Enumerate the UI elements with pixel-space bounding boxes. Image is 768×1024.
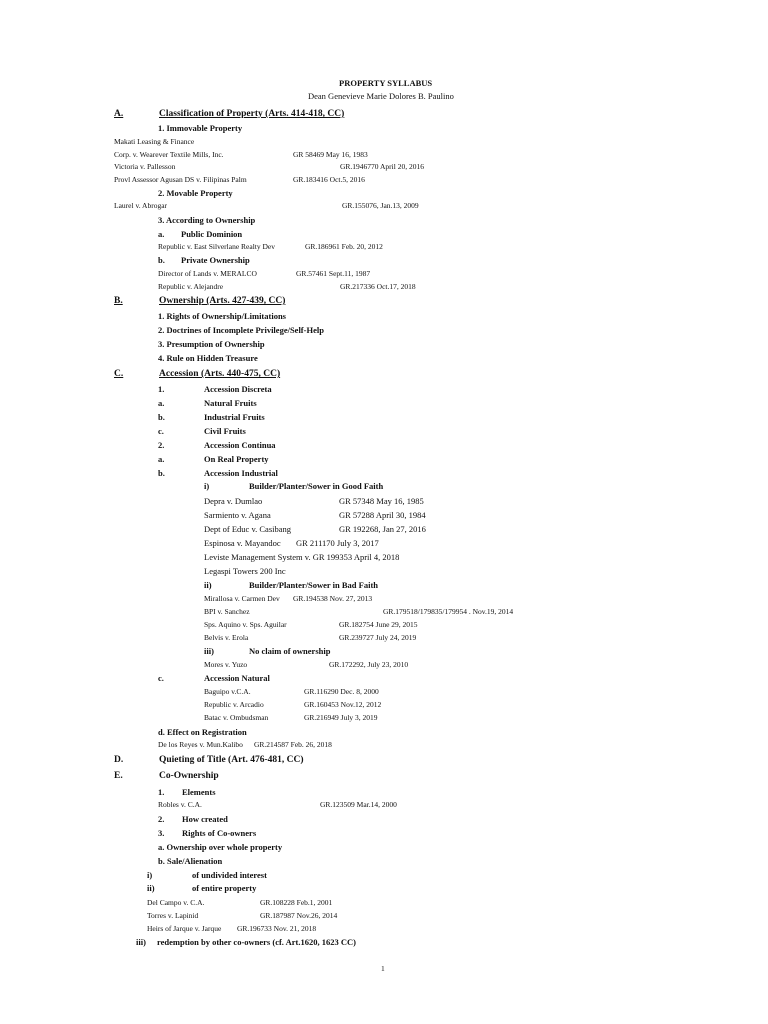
case-citation: GR.187987 Nov.26, 2014 [260,911,338,920]
list-marker: a. [158,454,165,464]
a-sub-3: 3. According to Ownership [158,215,256,225]
case-name: Sarmiento v. Agana [204,510,271,520]
section-d-heading: Quieting of Title (Art. 476-481, CC) [159,755,304,765]
list-marker: ii) [147,883,155,893]
case-name: Batac v. Ombudsman [204,713,269,722]
c-item: Industrial Fruits [204,412,265,422]
case-name: Victoria v. Pallesson [114,162,176,171]
case-citation: GR.160453 Nov.12, 2012 [304,700,382,709]
c-item: Accession Natural [204,673,270,683]
case-citation: GR 57288 April 30, 1984 [339,510,426,520]
case-name: Mirallosa v. Carmen Dev [204,594,280,603]
case-name: De los Reyes v. Mun.Kalibo [158,740,243,749]
section-c-letter: C. [114,369,124,379]
section-e-heading: Co-Ownership [159,771,219,781]
b-item: 4. Rule on Hidden Treasure [158,353,258,363]
case-name: Del Campo v. C.A. [147,898,205,907]
section-c-heading: Accession (Arts. 440-475, CC) [159,369,281,379]
section-a-heading: Classification of Property (Arts. 414-418, CC) [159,109,345,119]
e-subheading: redemption by other co-owners (cf. Art.1620, 1623 CC) [157,937,356,947]
list-marker: a. [158,229,165,239]
e-subheading: of undivided interest [192,870,267,880]
list-marker: 3. [158,828,165,838]
case-citation: GR.216949 July 3, 2019 [304,713,378,722]
case-citation: GR.123509 Mar.14, 2000 [320,800,397,809]
case-name: Republic v. Arcadio [204,700,264,709]
case-name: Robles v. C.A. [158,800,202,809]
c-subheading: Builder/Planter/Sower in Good Faith [249,481,384,491]
case-name: Provl Assessor Agusan DS v. Filipinas Palm [114,175,247,184]
b-item: 3. Presumption of Ownership [158,339,265,349]
c-subheading: Builder/Planter/Sower in Bad Faith [249,580,379,590]
c-item: Accession Discreta [204,384,272,394]
list-marker: 1. [158,787,165,797]
case-name: Leviste Management System v. GR 199353 April 4, 2018 [204,552,400,562]
section-b-heading: Ownership (Arts. 427-439, CC) [159,296,286,306]
list-marker: 2. [158,440,165,450]
case-citation: GR 58469 May 16, 1983 [293,150,368,159]
case-citation: GR.194538 Nov. 27, 2013 [293,594,373,603]
b-item: 1. Rights of Ownership/Limitations [158,311,286,321]
page-number: 1 [381,964,385,973]
c-item: On Real Property [204,454,269,464]
c-item: Accession Continua [204,440,276,450]
case-citation: GR.186961 Feb. 20, 2012 [305,242,383,251]
e-item: Elements [182,787,216,797]
case-citation: GR.179518/179835/179954 . Nov.19, 2014 [383,607,514,616]
page-title: PROPERTY SYLLABUS [339,78,433,88]
section-e-letter: E. [114,771,123,781]
section-d-letter: D. [114,755,124,765]
case-name: Laurel v. Abrogar [114,201,168,210]
list-marker: ii) [204,580,212,590]
c-item: Accession Industrial [204,468,278,478]
case-citation: GR 57348 May 16, 1985 [339,496,424,506]
case-citation: GR.217336 Oct.17, 2018 [340,282,416,291]
case-citation: GR.182754 June 29, 2015 [339,620,418,629]
section-b-letter: B. [114,296,123,306]
case-citation: GR.57461 Sept.11, 1987 [296,269,371,278]
c-item: Civil Fruits [204,426,246,436]
case-citation: GR.183416 Oct.5, 2016 [293,175,365,184]
case-citation: GR.239727 July 24, 2019 [339,633,417,642]
case-citation: GR 192268, Jan 27, 2016 [339,524,426,534]
case-name: Heirs of Jarque v. Jarque [147,924,222,933]
list-marker: a. [158,398,165,408]
case-name: Legaspi Towers 200 Inc [204,566,286,576]
list-marker: c. [158,673,164,683]
author-line: Dean Genevieve Marie Dolores B. Paulino [308,91,454,101]
list-marker: 1. [158,384,165,394]
list-marker: b. [158,412,165,422]
list-marker: b. [158,468,165,478]
case-name: Republic v. Alejandre [158,282,224,291]
list-marker: iii) [136,937,146,947]
section-a-letter: A. [114,109,124,119]
case-name: Depra v. Dumlao [204,496,263,506]
case-citation: GR 211170 July 3, 2017 [296,538,379,548]
e-item: b. Sale/Alienation [158,856,223,866]
case-name: Director of Lands v. MERALCO [158,269,257,278]
case-citation: GR.108228 Feb.1, 2001 [260,898,333,907]
c-subheading: No claim of ownership [249,646,331,656]
c-item: d. Effect on Registration [158,727,247,737]
case-name: BPI v. Sanchez [204,607,250,616]
a-sub-3b: Private Ownership [181,255,250,265]
case-name: Corp. v. Wearever Textile Mills, Inc. [114,150,224,159]
case-name: Baguipo v.C.A. [204,687,251,696]
a-sub-2: 2. Movable Property [158,188,233,198]
case-citation: GR.172292, July 23, 2010 [329,660,409,669]
list-marker: 2. [158,814,165,824]
list-marker: iii) [204,646,214,656]
case-citation: GR.1946770 April 20, 2016 [340,162,424,171]
case-citation: GR.214587 Feb. 26, 2018 [254,740,332,749]
case-name: Espinosa v. Mayandoc [204,538,281,548]
e-subheading: of entire property [192,883,257,893]
case-citation: GR.155076, Jan.13, 2009 [342,201,419,210]
case-name: Makati Leasing & Finance [114,137,195,146]
e-item: a. Ownership over whole property [158,842,283,852]
case-name: Republic v. East Silverlane Realty Dev [158,242,275,251]
list-marker: i) [147,870,153,880]
case-name: Mores v. Yuzo [204,660,248,669]
a-sub-3a: Public Dominion [181,229,243,239]
list-marker: i) [204,481,210,491]
case-citation: GR.116290 Dec. 8, 2000 [304,687,379,696]
list-marker: c. [158,426,164,436]
case-name: Dept of Educ v. Casibang [204,524,292,534]
case-name: Torres v. Lapinid [147,911,199,920]
e-item: How created [182,814,228,824]
case-name: Sps. Aquino v. Sps. Aguilar [204,620,287,629]
b-item: 2. Doctrines of Incomplete Privilege/Self-Help [158,325,324,335]
list-marker: b. [158,255,165,265]
c-item: Natural Fruits [204,398,257,408]
a-sub-1: 1. Immovable Property [158,123,243,133]
e-item: Rights of Co-owners [182,828,257,838]
case-citation: GR.196733 Nov. 21, 2018 [237,924,317,933]
case-name: Belvis v. Erola [204,633,249,642]
